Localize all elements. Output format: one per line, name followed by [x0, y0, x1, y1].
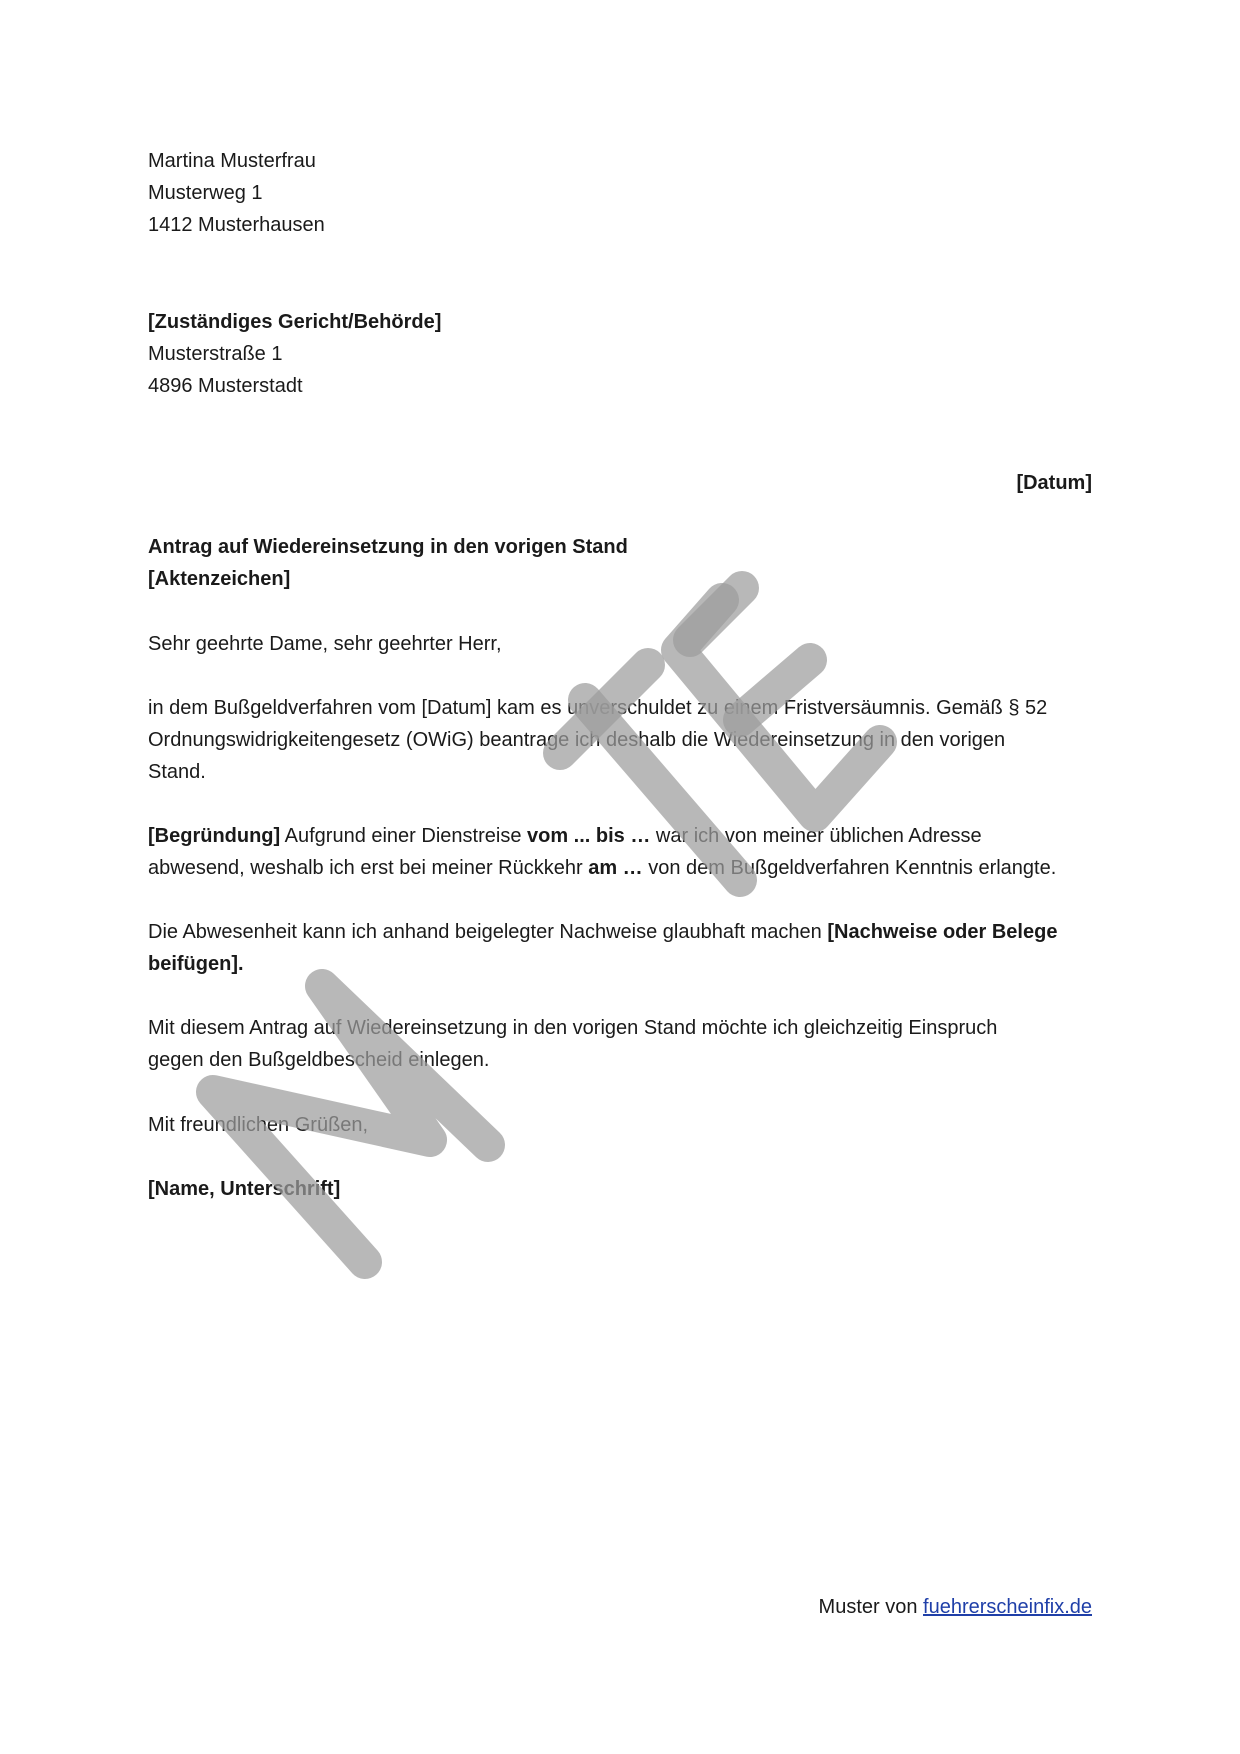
- paragraph2-line1: [148, 820, 982, 852]
- salutation: Sehr geehrte Dame, sehr geehrter Herr,: [148, 633, 502, 655]
- paragraph2-text1: Aufgrund einer Dienstreise: [280, 825, 527, 847]
- paragraph3-line1: [148, 916, 1057, 948]
- closing: Mit freundlichen Grüßen,: [148, 1114, 369, 1136]
- subject-reference: [Aktenzeichen]: [148, 568, 291, 590]
- return-date-placeholder: am …: [588, 857, 643, 879]
- sender-city: 1412 Musterhausen: [148, 214, 325, 236]
- signature-placeholder: [Name, Unterschrift]: [148, 1178, 341, 1200]
- footer-prefix: Muster von: [818, 1596, 924, 1618]
- subject-title: Antrag auf Wiedereinsetzung in den vorigen Stand: [148, 536, 628, 558]
- sender-street: Musterweg 1: [148, 182, 263, 204]
- footer-credit: [819, 1591, 1092, 1623]
- recipient-street: Musterstraße 1: [148, 343, 283, 365]
- paragraph4-line1: Mit diesem Antrag auf Wiedereinsetzung in den vorigen Stand möchte ich gleichzeitig Einspruch: [148, 1017, 998, 1039]
- paragraph1-line2: Ordnungswidrigkeitengesetz (OWiG) beantrage ich deshalb die Wiedereinsetzung in den vorigen: [148, 729, 1006, 751]
- paragraph1-line3: Stand.: [148, 761, 206, 783]
- paragraph3-text1: Die Abwesenheit kann ich anhand beigelegter Nachweise glaubhaft machen: [148, 921, 828, 943]
- paragraph2-text4: von dem Bußgeldverfahren Kenntnis erlangte.: [642, 857, 1057, 879]
- evidence-placeholder-part2: beifügen].: [148, 953, 244, 975]
- footer-link[interactable]: fuehrerscheinfix.de: [923, 1596, 1092, 1618]
- trip-dates-placeholder: vom ... bis …: [527, 825, 651, 847]
- reason-label: [Begründung]: [148, 825, 281, 847]
- paragraph1-line1: in dem Bußgeldverfahren vom [Datum] kam es unverschuldet zu einem Fristversäumnis. Gemäß § 52: [148, 697, 1048, 719]
- evidence-placeholder-part1: [Nachweise oder Belege: [827, 921, 1058, 943]
- watermark-letter-e-top: [690, 588, 742, 640]
- paragraph4-line2: gegen den Bußgeldbescheid einlegen.: [148, 1049, 490, 1071]
- letter-date: [Datum]: [1016, 472, 1092, 494]
- paragraph2-text2: war ich von meiner üblichen Adresse: [650, 825, 982, 847]
- sender-name: Martina Musterfrau: [148, 150, 316, 172]
- paragraph2-text3: abwesend, weshalb ich erst bei meiner Rückkehr: [148, 857, 589, 879]
- paragraph2-line2: [148, 852, 1056, 884]
- recipient-city: 4896 Musterstadt: [148, 375, 303, 397]
- recipient-name: [Zuständiges Gericht/Behörde]: [148, 311, 442, 333]
